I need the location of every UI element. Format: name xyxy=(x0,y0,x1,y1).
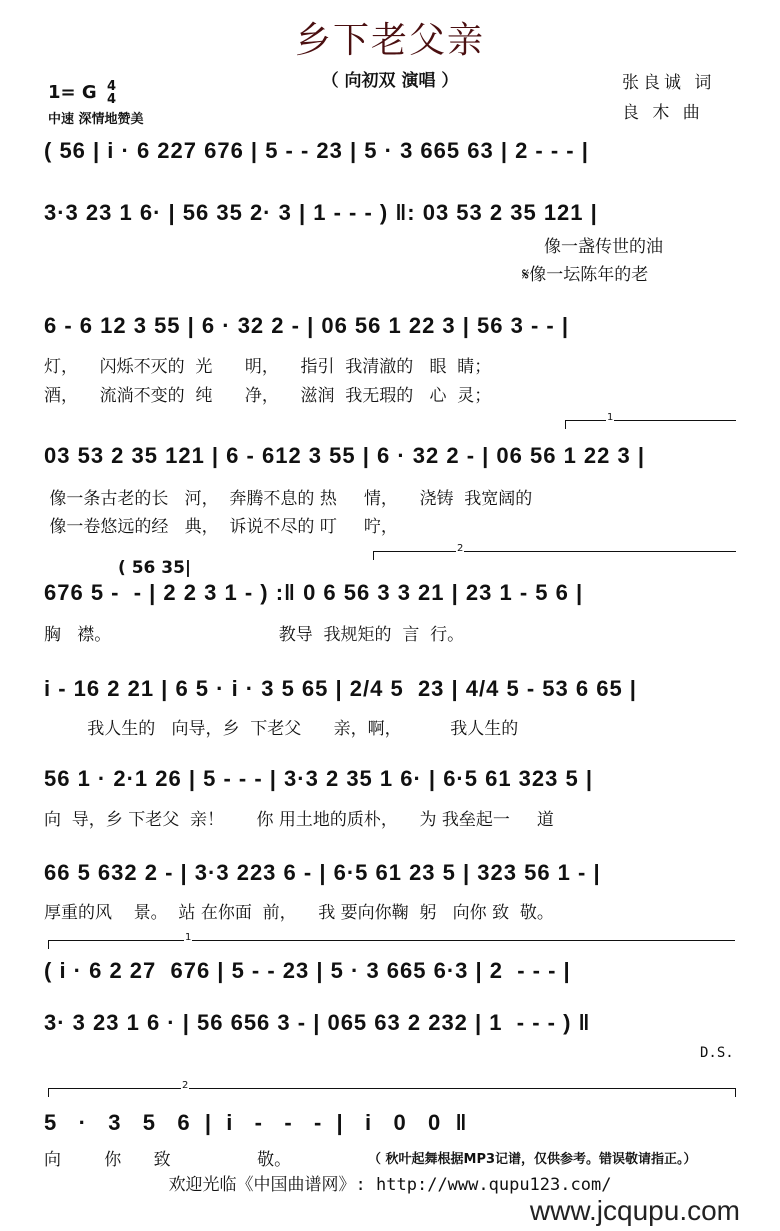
score-line-11: 5 · 3 5 6 | i - - - | i 0 0 ‖ xyxy=(44,1110,468,1135)
lyric-line-2b: 𝄋像一坛陈年的老 xyxy=(522,265,649,285)
score-line-9: ( i · 6 2 27 676 | 5 - - 23 | 5 · 3 665 6·3 | 2 - - - | xyxy=(44,958,571,983)
volta-bracket-2 xyxy=(373,543,736,560)
volta-bracket-1b xyxy=(48,932,735,949)
dal-segno-marking: D.S. xyxy=(700,1045,734,1061)
score-line-3: 6 - 6 12 3 55 | 6 · 32 2 - | 06 56 1 22 3 | 56 3 - - | xyxy=(44,313,570,338)
score-line-6: i - 16 2 21 | 6 5 · i · 3 5 65 | 2/4 5 23 | 4/4 5 - 53 6 65 | xyxy=(44,676,637,701)
key-label: 1= G xyxy=(48,82,97,103)
volta-number: 1 xyxy=(185,932,192,943)
volta-number: 2 xyxy=(182,1080,189,1091)
lyric-line-7: 向 导，乡 下老父 亲！ 你 用土地的质朴， 为 我垒起一 道 xyxy=(44,810,554,830)
composer-credit: 良 木 曲 xyxy=(622,103,704,123)
lyric-line-3a: 灯， 闪烁不灭的 光 明， 指引 我清澈的 眼 睛； xyxy=(44,357,492,377)
aside-notes: ( 56 35| xyxy=(118,558,192,578)
volta-bracket-2b xyxy=(48,1080,736,1097)
score-line-1: ( 56 | i · 6 227 676 | 5 - - 23 | 5 · 3 665 63 | 2 - - - | xyxy=(44,138,589,163)
lyricist-credit: 张良诚 词 xyxy=(622,73,716,93)
transcription-note: （ 秋叶起舞根据MP3记谱，仅供参考。错误敬请指正。） xyxy=(368,1152,697,1167)
key-signature xyxy=(48,80,116,106)
watermark: www.jcqupu.com xyxy=(529,1195,740,1226)
score-line-5: 676 5 - - | 2 2 3 1 - ) :‖ 0 6 56 3 3 21 | 23 1 - 5 6 | xyxy=(44,580,584,605)
tempo-marking: 中速 深情地赞美 xyxy=(48,112,144,127)
score-line-7: 56 1 · 2·1 26 | 5 - - - | 3·3 2 35 1 6· | 6·5 61 323 5 | xyxy=(44,766,594,791)
time-signature xyxy=(107,80,116,106)
time-bottom: 4 xyxy=(106,92,116,107)
score-line-8: 66 5 632 2 - | 3·3 223 6 - | 6·5 61 23 5 | 323 56 1 - | xyxy=(44,860,601,885)
song-title: 乡下老父亲 xyxy=(294,20,485,61)
score-line-4: 03 53 2 35 121 | 6 - 612 3 55 | 6 · 32 2 - | 06 56 1 22 3 | xyxy=(44,443,646,468)
lyric-line-3b: 酒， 流淌不变的 纯 净， 滋润 我无瑕的 心 灵； xyxy=(44,386,492,406)
lyric-line-4a: 像一条古老的长 河， 奔腾不息的 热 情， 浇铸 我宽阔的 xyxy=(44,489,533,509)
volta-number: 1 xyxy=(607,412,614,423)
lyric-line-8: 厚重的风 景。 站 在你面 前， 我 要向你鞠 躬 向你 致 敬。 xyxy=(44,903,554,923)
lyric-line-2a: 像一盏传世的油 xyxy=(544,237,663,257)
lyric-line-11: 向 你 致 敬。 xyxy=(44,1150,292,1170)
volta-bracket-1 xyxy=(565,412,736,429)
volta-number: 2 xyxy=(457,543,464,554)
lyric-line-5: 胸 襟。 教导 我规矩的 言 行。 xyxy=(44,625,465,645)
singer-credit: （ 向初双 演唱 ） xyxy=(321,71,459,91)
score-line-10: 3· 3 23 1 6 · | 56 656 3 - | 065 63 2 232 | 1 - - - ) ‖ xyxy=(44,1010,591,1035)
lyric-line-6: 我人生的 向导，乡 下老父 亲，啊， 我人生的 xyxy=(44,719,519,739)
time-top: 4 xyxy=(106,79,116,94)
lyric-line-4b: 像一卷悠远的经 典， 诉说不尽的 叮 咛， xyxy=(44,517,398,537)
site-welcome: 欢迎光临《中国曲谱网》: http://www.qupu123.com/ xyxy=(168,1175,612,1195)
score-line-2: 3·3 23 1 6· | 56 35 2· 3 | 1 - - - ) ‖: 03 53 2 35 121 | xyxy=(44,200,598,225)
